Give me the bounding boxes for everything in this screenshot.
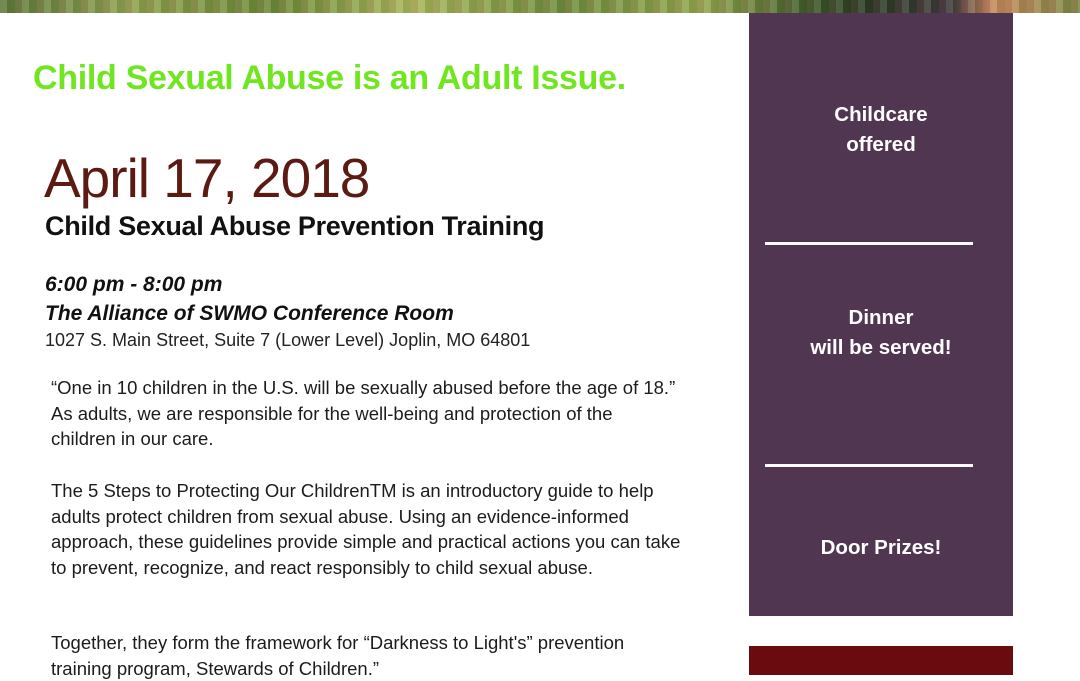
event-address: 1027 S. Main Street, Suite 7 (Lower Level) Joplin, MO 64801 xyxy=(45,330,531,350)
framework-paragraph: Together, they form the framework for “Darkness to Light's” prevention training program, Stewards of Children.” xyxy=(51,632,625,679)
event-date: April 17, 2018 xyxy=(44,147,370,209)
door-prizes-note: Door Prizes! xyxy=(820,536,942,559)
dinner-note: Dinner will be served! xyxy=(810,306,952,359)
header-photo-banner xyxy=(0,0,1080,13)
sidebar-divider xyxy=(765,464,973,467)
sidebar-divider xyxy=(765,242,973,245)
headline: Child Sexual Abuse is an Adult Issue. xyxy=(33,59,626,97)
amenities-sidebar xyxy=(749,13,1013,616)
event-title: Child Sexual Abuse Prevention Training xyxy=(45,211,545,241)
event-venue: The Alliance of SWMO Conference Room xyxy=(45,302,454,325)
childcare-note: Childcare offered xyxy=(834,103,928,156)
intro-paragraph: “One in 10 children in the U.S. will be sexually abused before the age of 18.” As adults, we are responsible for the well-being and protection of the children in our care. xyxy=(51,377,676,449)
program-paragraph: The 5 Steps to Protecting Our ChildrenTM is an introductory guide to help adults protect children from sexual abuse. Using an evidence-informed approach, these guidelines provide simple and practical actions you can take to prevent, recognize, and react responsibly to child sexual abuse. xyxy=(51,480,681,578)
event-time: 6:00 pm - 8:00 pm xyxy=(45,273,223,296)
lower-info-box xyxy=(749,646,1013,675)
